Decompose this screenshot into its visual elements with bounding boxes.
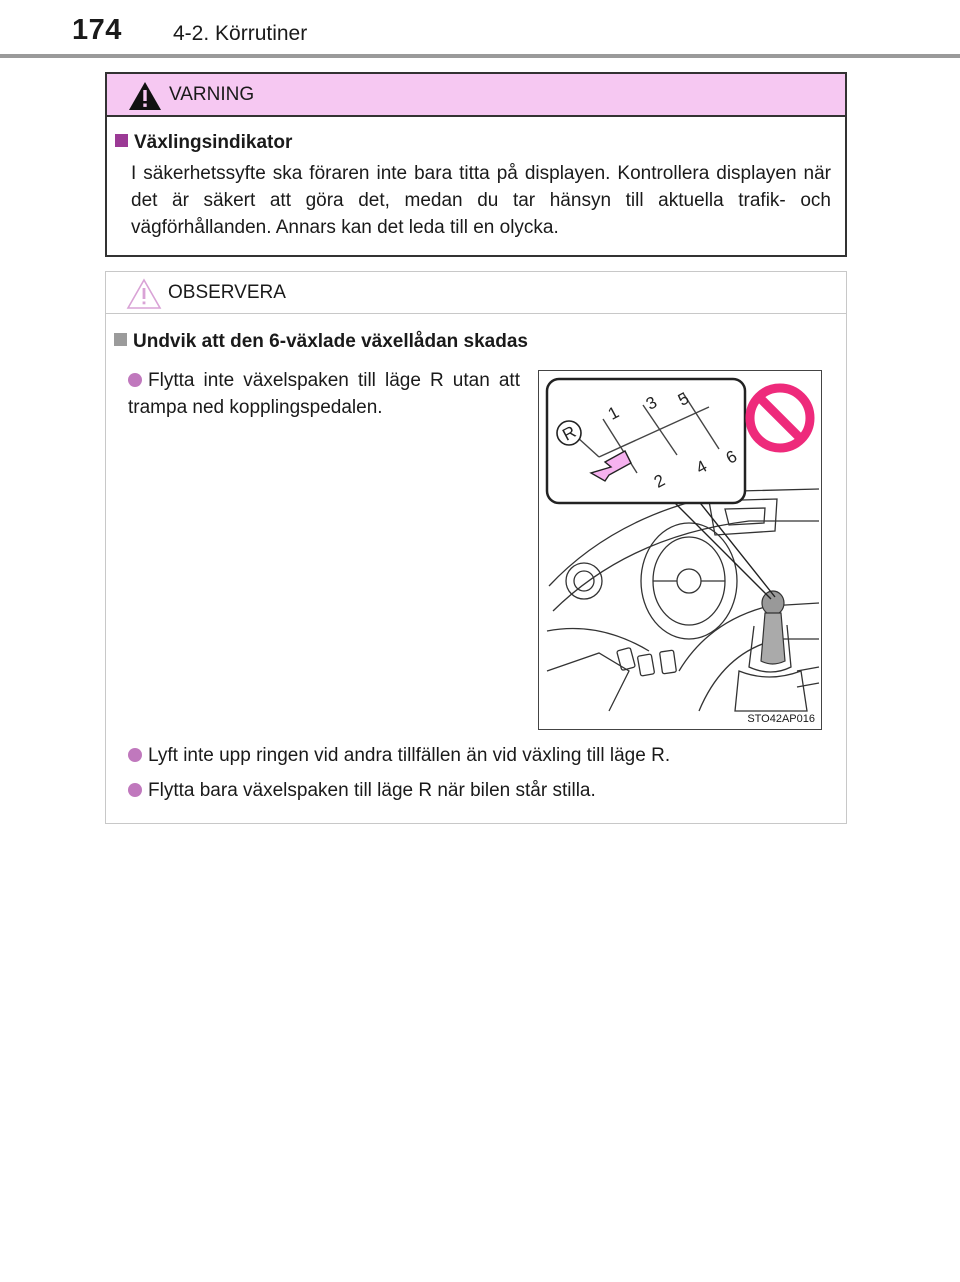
gear-knob [761, 591, 785, 664]
list-item [128, 777, 596, 804]
gear-label-1: 1 [604, 402, 623, 424]
figure-code: STO42AP016 [747, 713, 815, 725]
prohibition-icon [750, 388, 810, 448]
square-bullet-icon [114, 333, 127, 346]
gear-label-2: 2 [650, 470, 669, 492]
bullet-dot-icon [128, 748, 142, 762]
notice-box [105, 271, 847, 824]
list-item [128, 367, 520, 421]
gear-label-4: 4 [692, 456, 711, 478]
list-item-text: Flytta bara växelspaken till läge R när bilen står stilla. [148, 780, 596, 801]
gear-label-6: 6 [722, 446, 741, 468]
gear-label-3: 3 [642, 392, 661, 414]
gear-label-r: R [559, 422, 580, 445]
gear-shift-illustration [538, 370, 822, 730]
bullet-dot-icon [128, 373, 142, 387]
gear-label-5: 5 [674, 388, 693, 410]
warning-item-title-text: Växlingsindikator [134, 132, 293, 153]
notice-label: OBSERVERA [168, 282, 286, 303]
dashboard-drawing [539, 371, 822, 730]
notice-item-title [114, 331, 528, 353]
caution-triangle-icon [126, 278, 162, 310]
warning-box [105, 72, 847, 257]
page-header [0, 0, 960, 60]
square-bullet-icon [115, 134, 128, 147]
list-item-text: Lyft inte upp ringen vid andra tillfällen än vid växling till läge R. [148, 745, 671, 766]
list-item-text: Flytta inte växelspaken till läge R utan att trampa ned kopplingspedalen. [128, 370, 520, 418]
callout-pointer [671, 499, 775, 599]
warning-item-title [115, 132, 292, 154]
notice-item-title-text: Undvik att den 6-växlade växellådan skadas [133, 331, 528, 352]
warning-text: I säkerhetssyfte ska föraren inte bara titta på displayen. Kontrollera displayen när det är säkert att göra det, medan du tar hänsyn till aktuella trafik- och vägförhållanden. Annars kan det leda till en olycka. [131, 163, 831, 238]
section-title: 4-2. Körrutiner [173, 22, 308, 45]
page-number: 174 [72, 14, 122, 46]
warning-triangle-icon [127, 80, 163, 112]
header-rule [0, 54, 960, 58]
bullet-dot-icon [128, 783, 142, 797]
notice-header [106, 272, 846, 314]
list-item [128, 742, 670, 769]
warning-header [107, 74, 845, 117]
warning-label: VARNING [169, 84, 255, 105]
